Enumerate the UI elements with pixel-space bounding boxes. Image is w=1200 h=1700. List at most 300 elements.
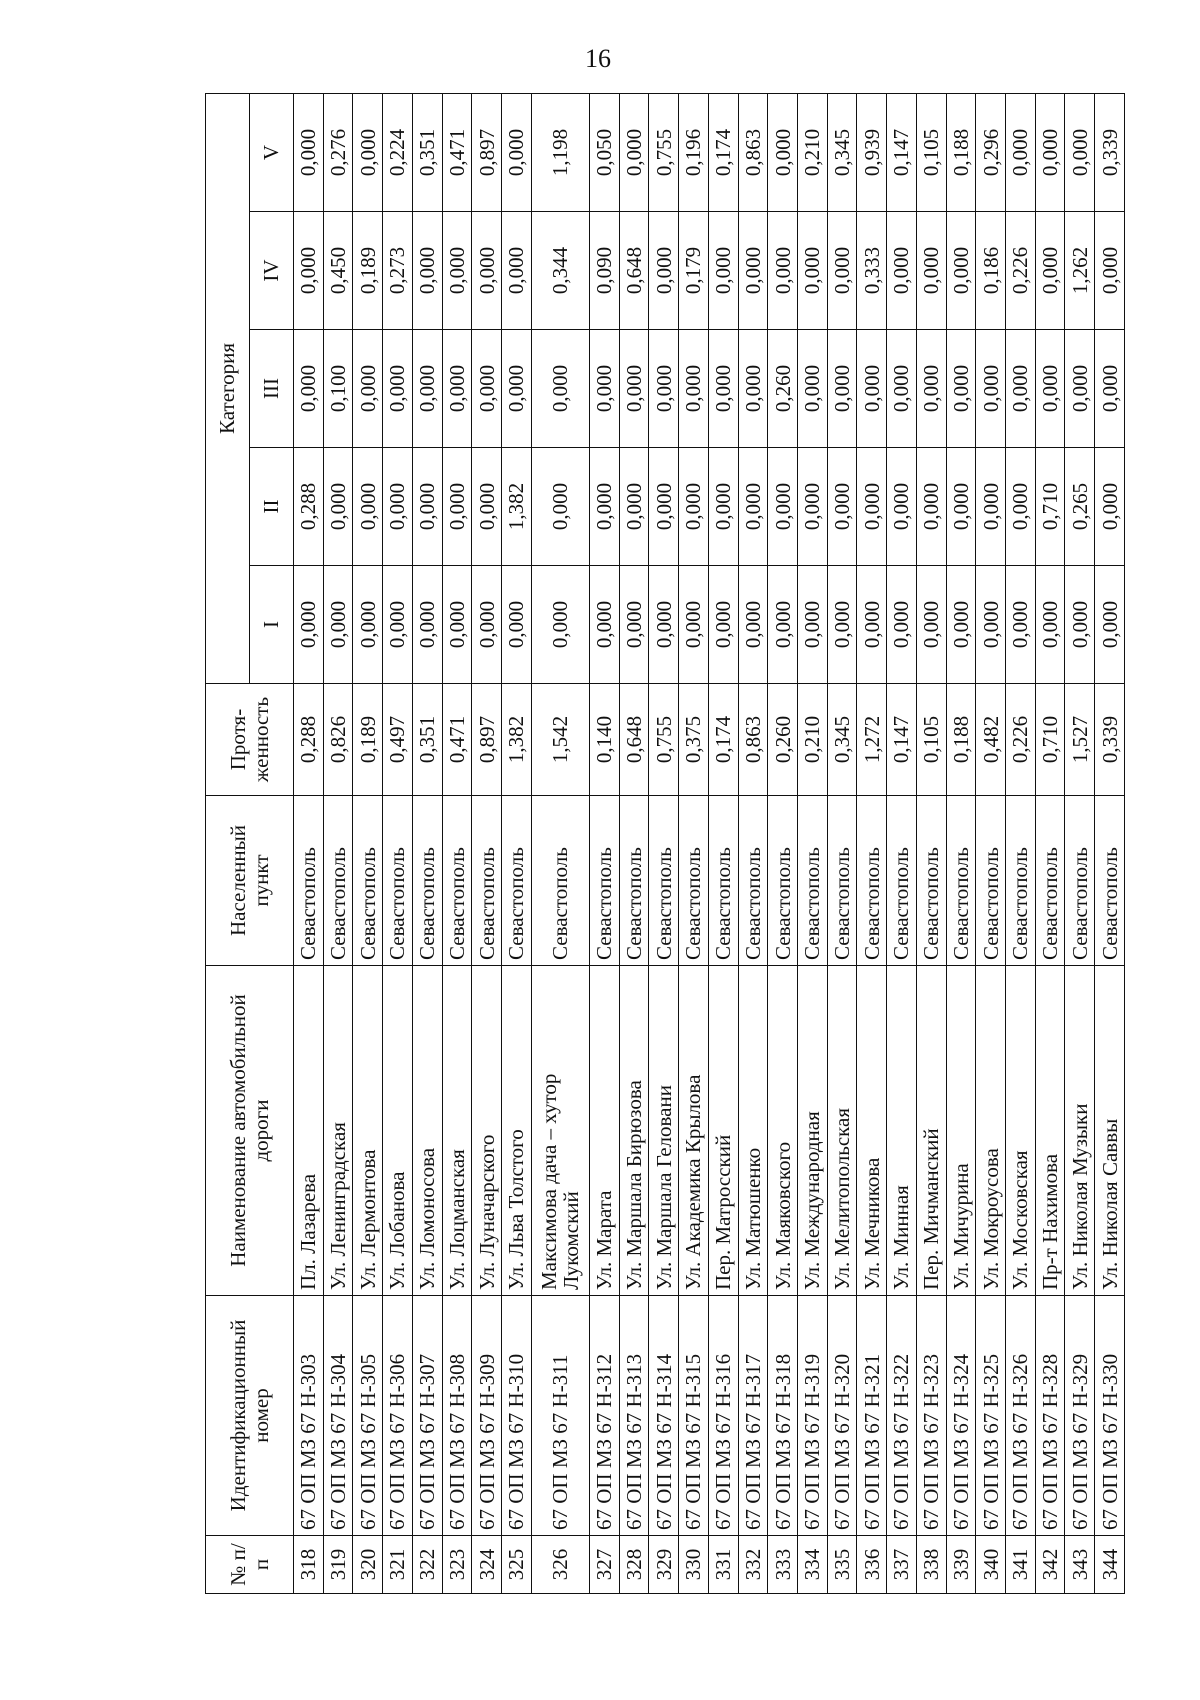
cell-cat-5: 0,755 [649,93,679,211]
cell-no: 330 [679,1536,709,1594]
cell-name: Ул. Лобанова [383,966,413,1296]
cell-id: 67 ОП МЗ 67 Н-322 [887,1296,917,1536]
cell-length: 0,147 [887,684,917,796]
cell-cat-4: 0,000 [502,212,532,330]
cell-no: 336 [857,1536,887,1594]
table-row [442,93,472,1593]
cell-id: 67 ОП МЗ 67 Н-321 [857,1296,887,1536]
cell-length: 0,482 [976,684,1006,796]
header-cat-5: V [250,93,294,211]
cell-id: 67 ОП МЗ 67 Н-320 [827,1296,857,1536]
cell-name: Ул. Мокроусова [976,966,1006,1296]
cell-cat-5: 0,174 [708,93,738,211]
cell-cat-4: 0,000 [649,212,679,330]
table-row [323,93,353,1593]
header-cat-1: I [250,566,294,684]
cell-cat-1: 0,000 [323,566,353,684]
cell-length: 0,826 [323,684,353,796]
cell-length: 0,345 [827,684,857,796]
cell-place: Севастополь [827,796,857,966]
cell-place: Севастополь [412,796,442,966]
cell-id: 67 ОП МЗ 67 Н-316 [708,1296,738,1536]
table-row [589,93,619,1593]
cell-cat-2: 0,000 [1005,448,1035,566]
table-row [1035,93,1065,1593]
cell-cat-5: 0,196 [679,93,709,211]
cell-no: 339 [946,1536,976,1594]
cell-place: Севастополь [768,796,798,966]
cell-length: 0,648 [619,684,649,796]
cell-name: Ул. Маяковского [768,966,798,1296]
cell-cat-5: 0,351 [412,93,442,211]
cell-length: 0,375 [679,684,709,796]
cell-no: 333 [768,1536,798,1594]
cell-length: 0,471 [442,684,472,796]
cell-id: 67 ОП МЗ 67 Н-324 [946,1296,976,1536]
table-row [1005,93,1035,1593]
cell-place: Севастополь [383,796,413,966]
cell-cat-3: 0,000 [353,330,383,448]
cell-cat-3: 0,260 [768,330,798,448]
cell-length: 0,210 [797,684,827,796]
cell-place: Севастополь [472,796,502,966]
cell-no: 319 [323,1536,353,1594]
cell-place: Севастополь [976,796,1006,966]
cell-cat-3: 0,000 [1095,330,1125,448]
cell-cat-2: 0,000 [589,448,619,566]
cell-cat-4: 1,262 [1065,212,1095,330]
cell-no: 342 [1035,1536,1065,1594]
cell-place: Севастополь [531,796,589,966]
cell-name: Ул. Ломоносова [412,966,442,1296]
cell-no: 338 [916,1536,946,1594]
header-cat-2: II [250,448,294,566]
cell-cat-2: 0,288 [294,448,324,566]
cell-cat-3: 0,000 [589,330,619,448]
cell-id: 67 ОП МЗ 67 Н-304 [323,1296,353,1536]
cell-place: Севастополь [589,796,619,966]
cell-cat-4: 0,090 [589,212,619,330]
cell-cat-2: 0,000 [412,448,442,566]
cell-id: 67 ОП МЗ 67 Н-305 [353,1296,383,1536]
cell-id: 67 ОП МЗ 67 Н-326 [1005,1296,1035,1536]
table-row [531,93,589,1593]
cell-cat-1: 0,000 [1035,566,1065,684]
cell-name: Ул. Лоцманская [442,966,472,1296]
cell-length: 1,542 [531,684,589,796]
cell-place: Севастополь [323,796,353,966]
cell-name: Ул. Луначарского [472,966,502,1296]
cell-place: Севастополь [1005,796,1035,966]
cell-id: 67 ОП МЗ 67 Н-330 [1095,1296,1125,1536]
cell-cat-3: 0,000 [857,330,887,448]
cell-name: Пр-т Нахимова [1035,966,1065,1296]
roads-table [205,93,1125,1594]
header-name: Наименование автомобильной дороги [206,966,294,1296]
cell-cat-1: 0,000 [1065,566,1095,684]
cell-no: 320 [353,1536,383,1594]
cell-cat-2: 0,710 [1035,448,1065,566]
cell-no: 324 [472,1536,502,1594]
cell-id: 67 ОП МЗ 67 Н-309 [472,1296,502,1536]
cell-cat-2: 0,265 [1065,448,1095,566]
rotated-table-container [205,94,1125,1594]
cell-cat-5: 0,224 [383,93,413,211]
cell-place: Севастополь [797,796,827,966]
cell-cat-3: 0,000 [1065,330,1095,448]
cell-name: Ул. Льва Толстого [502,966,532,1296]
cell-name: Ул. Матюшенко [738,966,768,1296]
cell-cat-4: 0,273 [383,212,413,330]
cell-cat-4: 0,000 [768,212,798,330]
cell-cat-4: 0,186 [976,212,1006,330]
cell-cat-3: 0,000 [916,330,946,448]
cell-length: 0,105 [916,684,946,796]
cell-cat-5: 0,939 [857,93,887,211]
cell-name: Ул. Минная [887,966,917,1296]
cell-cat-2: 0,000 [619,448,649,566]
cell-name: Ул. Мелитопольская [827,966,857,1296]
header-id: Идентификационный номер [206,1296,294,1536]
cell-cat-1: 0,000 [353,566,383,684]
cell-id: 67 ОП МЗ 67 Н-319 [797,1296,827,1536]
cell-no: 326 [531,1536,589,1594]
cell-cat-1: 0,000 [619,566,649,684]
cell-cat-1: 0,000 [887,566,917,684]
cell-cat-5: 0,000 [619,93,649,211]
cell-cat-5: 0,000 [353,93,383,211]
cell-place: Севастополь [502,796,532,966]
cell-cat-2: 0,000 [353,448,383,566]
cell-name: Ул. Николая Музыки [1065,966,1095,1296]
cell-id: 67 ОП МЗ 67 Н-308 [442,1296,472,1536]
cell-cat-3: 0,000 [708,330,738,448]
cell-no: 340 [976,1536,1006,1594]
cell-cat-1: 0,000 [589,566,619,684]
cell-length: 0,174 [708,684,738,796]
cell-cat-5: 0,897 [472,93,502,211]
header-place: Населенный пункт [206,796,294,966]
cell-cat-3: 0,100 [323,330,353,448]
cell-length: 0,497 [383,684,413,796]
cell-id: 67 ОП МЗ 67 Н-314 [649,1296,679,1536]
cell-cat-5: 0,050 [589,93,619,211]
cell-cat-5: 0,000 [1035,93,1065,211]
table-row [502,93,532,1593]
cell-length: 0,189 [353,684,383,796]
cell-cat-3: 0,000 [472,330,502,448]
cell-cat-3: 0,000 [887,330,917,448]
cell-length: 0,897 [472,684,502,796]
cell-name: Ул. Мечникова [857,966,887,1296]
cell-cat-1: 0,000 [294,566,324,684]
cell-cat-2: 0,000 [827,448,857,566]
cell-cat-4: 0,000 [916,212,946,330]
cell-cat-2: 0,000 [887,448,917,566]
cell-place: Севастополь [857,796,887,966]
cell-cat-1: 0,000 [708,566,738,684]
cell-cat-1: 0,000 [383,566,413,684]
cell-no: 343 [1065,1536,1095,1594]
cell-name: Ул. Маршала Бирюзова [619,966,649,1296]
cell-name: Ул. Марата [589,966,619,1296]
cell-cat-1: 0,000 [768,566,798,684]
cell-cat-5: 0,210 [797,93,827,211]
cell-id: 67 ОП МЗ 67 Н-307 [412,1296,442,1536]
cell-cat-4: 0,179 [679,212,709,330]
cell-id: 67 ОП МЗ 67 Н-328 [1035,1296,1065,1536]
cell-cat-4: 0,226 [1005,212,1035,330]
cell-length: 0,188 [946,684,976,796]
cell-no: 322 [412,1536,442,1594]
page-number: 16 [585,44,611,73]
cell-name: Пер. Мичманский [916,966,946,1296]
cell-cat-5: 0,345 [827,93,857,211]
cell-cat-4: 0,000 [1035,212,1065,330]
cell-cat-4: 0,000 [472,212,502,330]
cell-id: 67 ОП МЗ 67 Н-315 [679,1296,709,1536]
cell-cat-3: 0,000 [1005,330,1035,448]
cell-no: 334 [797,1536,827,1594]
cell-cat-1: 0,000 [916,566,946,684]
cell-cat-1: 0,000 [946,566,976,684]
table-row [768,93,798,1593]
cell-cat-2: 0,000 [442,448,472,566]
cell-cat-4: 0,000 [294,212,324,330]
cell-cat-2: 0,000 [323,448,353,566]
cell-cat-4: 0,333 [857,212,887,330]
table-row [797,93,827,1593]
cell-cat-1: 0,000 [738,566,768,684]
table-row [619,93,649,1593]
cell-cat-4: 0,000 [708,212,738,330]
cell-place: Севастополь [1095,796,1125,966]
cell-cat-4: 0,000 [1095,212,1125,330]
cell-id: 67 ОП МЗ 67 Н-323 [916,1296,946,1536]
cell-cat-3: 0,000 [412,330,442,448]
cell-length: 1,272 [857,684,887,796]
cell-cat-5: 0,000 [502,93,532,211]
cell-length: 0,260 [768,684,798,796]
table-row [294,93,324,1593]
cell-cat-3: 0,000 [442,330,472,448]
table-row [1065,93,1095,1593]
cell-cat-2: 1,382 [502,448,532,566]
table-body [294,93,1125,1593]
table-row [472,93,502,1593]
cell-no: 337 [887,1536,917,1594]
cell-cat-5: 0,296 [976,93,1006,211]
cell-cat-2: 0,000 [946,448,976,566]
table-row [1095,93,1125,1593]
cell-no: 329 [649,1536,679,1594]
cell-cat-1: 0,000 [1095,566,1125,684]
cell-cat-1: 0,000 [679,566,709,684]
table-row [649,93,679,1593]
table-row [679,93,709,1593]
cell-cat-4: 0,000 [442,212,472,330]
cell-no: 325 [502,1536,532,1594]
cell-place: Севастополь [294,796,324,966]
cell-length: 0,140 [589,684,619,796]
cell-cat-2: 0,000 [738,448,768,566]
cell-no: 318 [294,1536,324,1594]
cell-cat-3: 0,000 [502,330,532,448]
table-row [887,93,917,1593]
cell-cat-2: 0,000 [976,448,1006,566]
cell-place: Севастополь [887,796,917,966]
cell-cat-2: 0,000 [857,448,887,566]
cell-cat-3: 0,000 [294,330,324,448]
cell-place: Севастополь [442,796,472,966]
cell-no: 332 [738,1536,768,1594]
cell-cat-5: 0,471 [442,93,472,211]
cell-id: 67 ОП МЗ 67 Н-329 [1065,1296,1095,1536]
cell-no: 335 [827,1536,857,1594]
header-cat-3: III [250,330,294,448]
cell-cat-4: 0,000 [887,212,917,330]
cell-place: Севастополь [708,796,738,966]
cell-no: 341 [1005,1536,1035,1594]
cell-cat-3: 0,000 [679,330,709,448]
cell-no: 323 [442,1536,472,1594]
cell-no: 327 [589,1536,619,1594]
cell-name: Пер. Матросский [708,966,738,1296]
table-row [412,93,442,1593]
cell-cat-5: 0,000 [294,93,324,211]
cell-place: Севастополь [946,796,976,966]
cell-cat-5: 0,000 [768,93,798,211]
cell-cat-5: 0,000 [1065,93,1095,211]
cell-cat-3: 0,000 [1035,330,1065,448]
cell-length: 0,226 [1005,684,1035,796]
cell-cat-2: 0,000 [679,448,709,566]
cell-cat-2: 0,000 [1095,448,1125,566]
cell-cat-5: 0,863 [738,93,768,211]
cell-name: Ул. Лермонтова [353,966,383,1296]
cell-cat-3: 0,000 [976,330,1006,448]
cell-cat-1: 0,000 [472,566,502,684]
cell-cat-1: 0,000 [442,566,472,684]
cell-place: Севастополь [738,796,768,966]
cell-cat-4: 0,000 [738,212,768,330]
cell-name: Ул. Международная [797,966,827,1296]
cell-name: Ул. Ленинградская [323,966,353,1296]
cell-length: 0,710 [1035,684,1065,796]
cell-cat-2: 0,000 [649,448,679,566]
header-category: Категория [206,93,250,683]
cell-name: Ул. Мичурина [946,966,976,1296]
table-row [708,93,738,1593]
cell-id: 67 ОП МЗ 67 Н-311 [531,1296,589,1536]
cell-cat-2: 0,000 [797,448,827,566]
cell-id: 67 ОП МЗ 67 Н-310 [502,1296,532,1536]
cell-cat-1: 0,000 [649,566,679,684]
cell-cat-1: 0,000 [857,566,887,684]
cell-length: 0,288 [294,684,324,796]
cell-no: 344 [1095,1536,1125,1594]
cell-cat-1: 0,000 [502,566,532,684]
cell-name: Ул. Маршала Геловани [649,966,679,1296]
cell-cat-4: 0,000 [797,212,827,330]
cell-name: Максимова дача – хутор Лукомский [531,966,589,1296]
cell-cat-3: 0,000 [797,330,827,448]
cell-cat-1: 0,000 [1005,566,1035,684]
cell-place: Севастополь [1035,796,1065,966]
cell-place: Севастополь [679,796,709,966]
cell-id: 67 ОП МЗ 67 Н-317 [738,1296,768,1536]
cell-cat-4: 0,648 [619,212,649,330]
cell-id: 67 ОП МЗ 67 Н-318 [768,1296,798,1536]
cell-cat-5: 0,339 [1095,93,1125,211]
cell-cat-2: 0,000 [531,448,589,566]
cell-place: Севастополь [916,796,946,966]
cell-length: 0,351 [412,684,442,796]
cell-id: 67 ОП МЗ 67 Н-303 [294,1296,324,1536]
cell-cat-3: 0,000 [827,330,857,448]
cell-name: Ул. Московская [1005,966,1035,1296]
cell-length: 0,863 [738,684,768,796]
cell-cat-3: 0,000 [946,330,976,448]
cell-cat-5: 1,198 [531,93,589,211]
header-length: Протя-женность [206,684,294,796]
table-row [827,93,857,1593]
cell-id: 67 ОП МЗ 67 Н-312 [589,1296,619,1536]
table-row [738,93,768,1593]
cell-cat-1: 0,000 [531,566,589,684]
cell-name: Ул. Академика Крылова [679,966,709,1296]
cell-place: Севастополь [619,796,649,966]
cell-cat-3: 0,000 [649,330,679,448]
cell-cat-5: 0,105 [916,93,946,211]
cell-cat-4: 0,000 [946,212,976,330]
cell-no: 331 [708,1536,738,1594]
cell-cat-3: 0,000 [738,330,768,448]
table-row [976,93,1006,1593]
table-row [916,93,946,1593]
cell-cat-5: 0,188 [946,93,976,211]
cell-cat-3: 0,000 [383,330,413,448]
cell-cat-2: 0,000 [383,448,413,566]
cell-cat-4: 0,450 [323,212,353,330]
cell-no: 321 [383,1536,413,1594]
cell-cat-5: 0,147 [887,93,917,211]
cell-cat-2: 0,000 [472,448,502,566]
cell-length: 1,382 [502,684,532,796]
cell-cat-3: 0,000 [531,330,589,448]
cell-cat-1: 0,000 [976,566,1006,684]
table-row [946,93,976,1593]
cell-id: 67 ОП МЗ 67 Н-325 [976,1296,1006,1536]
table-row [383,93,413,1593]
cell-cat-4: 0,189 [353,212,383,330]
cell-cat-4: 0,000 [827,212,857,330]
cell-cat-1: 0,000 [412,566,442,684]
cell-cat-4: 0,000 [412,212,442,330]
table-row [353,93,383,1593]
cell-cat-5: 0,000 [1005,93,1035,211]
header-cat-4: IV [250,212,294,330]
cell-place: Севастополь [353,796,383,966]
cell-place: Севастополь [649,796,679,966]
cell-length: 0,755 [649,684,679,796]
cell-cat-1: 0,000 [827,566,857,684]
cell-cat-1: 0,000 [797,566,827,684]
table-row [857,93,887,1593]
cell-cat-4: 0,344 [531,212,589,330]
cell-id: 67 ОП МЗ 67 Н-306 [383,1296,413,1536]
cell-name: Пл. Лазарева [294,966,324,1296]
